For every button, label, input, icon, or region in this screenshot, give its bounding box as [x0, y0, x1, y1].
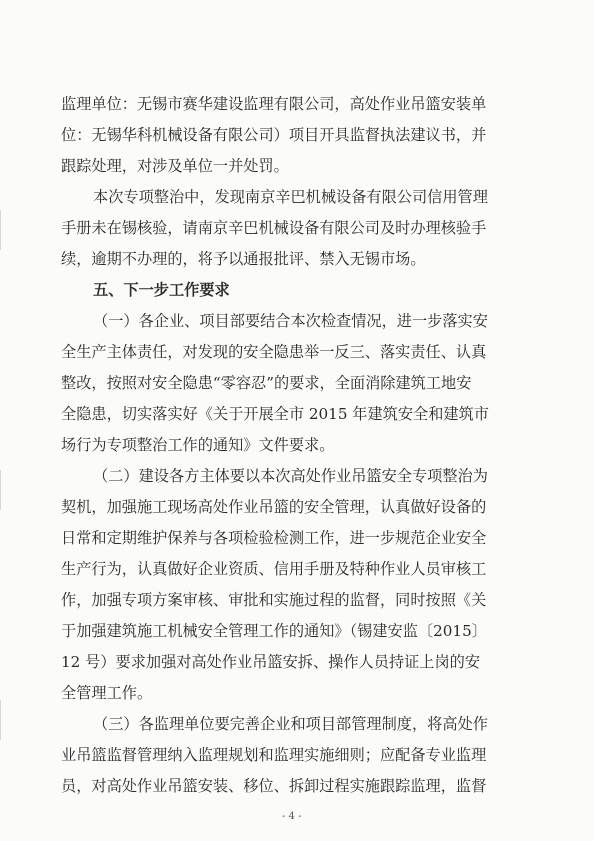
paragraph-line: 本次专项整治中，发现南京辛巴机械设备有限公司信用管理: [93, 188, 488, 206]
paragraph-line: 全隐患，切实落实好《关于开展全市 2015 年建筑安全和建筑市: [61, 405, 489, 423]
binding-mark: [0, 210, 1, 250]
paragraph-line: 监理单位：无锡市赛华建设监理有限公司，高处作业吊篮安装单: [61, 95, 487, 113]
paragraph-line: 员，对高处作业吊篮安装、移位、拆卸过程实施跟踪监理，监督: [61, 777, 487, 795]
paragraph-line: （一）各企业、项目部要结合本次检查情况，进一步落实安: [93, 312, 488, 330]
section-heading: 五、下一步工作要求: [93, 281, 230, 299]
paragraph-line: 全生产主体责任，对发现的安全隐患举一反三、落实责任、认真: [61, 343, 487, 361]
paragraph-line: 契机，加强施工现场高处作业吊篮的安全管理，认真做好设备的: [61, 498, 487, 516]
paragraph-line: 作，加强专项方案审核、审批和实施过程的监督，同时按照《关: [61, 591, 487, 609]
paragraph-line: 场行为专项整治工作的通知》文件要求。: [61, 436, 335, 454]
paragraph-line: （三）各监理单位要完善企业和项目部管理制度，将高处作: [93, 715, 488, 733]
paragraph-line: 整改，按照对安全隐患“零容忍”的要求，全面消除建筑工地安: [61, 374, 472, 392]
paragraph-line: 全管理工作。: [61, 684, 153, 702]
paragraph-line: 日常和定期维护保养与各项检验检测工作，进一步规范企业安全: [61, 529, 487, 547]
paragraph-line: （二）建设各方主体要以本次高处作业吊篮安全专项整治为: [93, 467, 488, 485]
paragraph-line: 续，逾期不办理的，将予以通报批评、禁入无锡市场。: [61, 250, 426, 268]
page-number: - 4 -: [282, 811, 302, 822]
paragraph-line: 于加强建筑施工机械安全管理工作的通知》（锡建安监〔2015〕: [61, 622, 487, 640]
paragraph-line: 位：无锡华科机械设备有限公司）项目开具监督执法建议书，并: [61, 126, 487, 144]
binding-mark: [0, 700, 1, 740]
paragraph-line: 12 号）要求加强对高处作业吊篮安拆、操作人员持证上岗的安: [61, 653, 481, 671]
paragraph-line: 生产行为，认真做好企业资质、信用手册及特种作业人员审核工: [61, 560, 487, 578]
paragraph-line: 手册未在锡核验，请南京辛巴机械设备有限公司及时办理核验手: [61, 219, 487, 237]
paragraph-line: 跟踪处理，对涉及单位一并处罚。: [61, 157, 289, 175]
paragraph-line: 业吊篮监督管理纳入监理规划和监理实施细则；应配备专业监理: [61, 746, 487, 764]
binding-mark: [0, 470, 1, 510]
